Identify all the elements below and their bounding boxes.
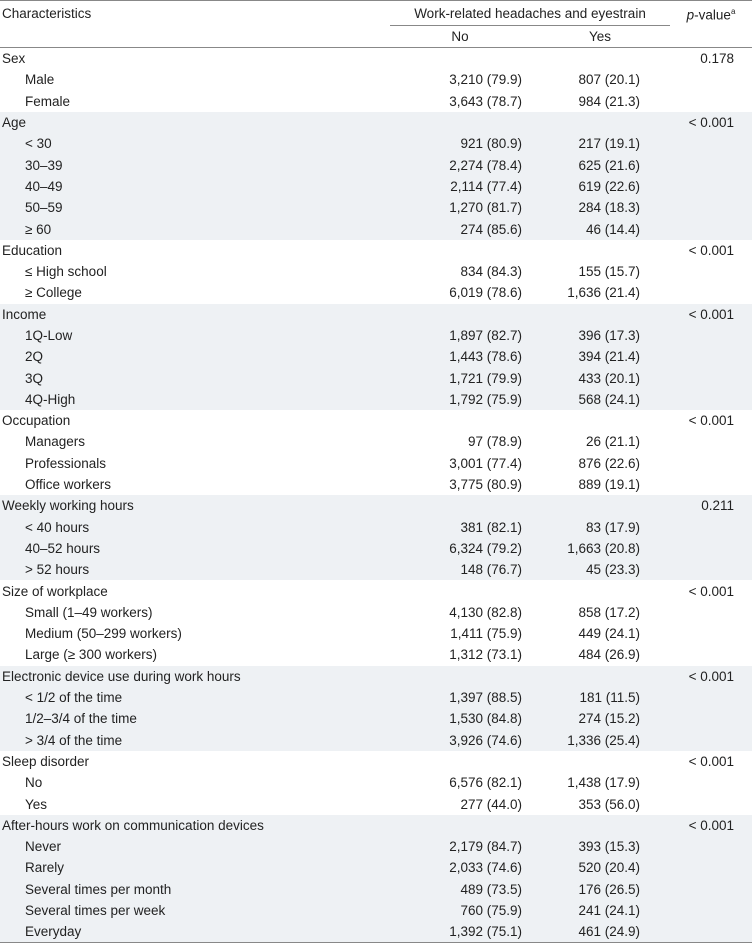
- p-letter: p: [686, 7, 695, 23]
- row-p-blank: [670, 176, 752, 197]
- row-p-blank: [670, 708, 752, 729]
- row-label: < 1/2 of the time: [0, 687, 390, 708]
- group-p-value: 0.211: [670, 495, 752, 516]
- no-count-cell: 1,270 (81.7): [390, 197, 530, 218]
- row-p-blank: [670, 325, 752, 346]
- table-row: [0, 793, 752, 814]
- table-row: [0, 325, 752, 346]
- yes-count-cell: 568 (24.1): [530, 389, 670, 410]
- row-p-blank: [670, 602, 752, 623]
- no-count-cell: 277 (44.0): [460, 796, 522, 812]
- row-label: Everyday: [0, 921, 390, 943]
- group-p-value: < 0.001: [688, 413, 735, 429]
- group-header-row: [0, 495, 752, 516]
- row-label: < 40 hours: [0, 517, 390, 538]
- row-p-blank: [670, 367, 752, 388]
- table-row: [0, 517, 752, 538]
- no-count-cell: 6,576 (82.1): [449, 775, 522, 791]
- outcome-span-header: Work-related headaches and eyestrain: [390, 1, 670, 26]
- row-label: Professionals: [25, 455, 107, 471]
- row-p-blank: [670, 69, 752, 90]
- group-no-blank: [390, 112, 530, 133]
- row-label: ≤ High school: [25, 264, 107, 280]
- row-label: > 3/4 of the time: [0, 730, 390, 751]
- row-p-blank: [670, 559, 752, 580]
- row-p-blank: [670, 453, 752, 474]
- row-p-blank: [670, 517, 752, 538]
- no-count-cell: 1,443 (78.6): [390, 346, 530, 367]
- no-count-cell: 6,324 (79.2): [390, 538, 530, 559]
- group-label: Electronic device use during work hours: [0, 666, 390, 687]
- row-p-blank: [670, 91, 752, 112]
- table-row: [0, 708, 752, 729]
- no-count-cell: 2,179 (84.7): [390, 836, 530, 857]
- row-p-blank: [670, 474, 752, 495]
- table-row: [0, 154, 752, 175]
- characteristics-header: Characteristics: [0, 1, 390, 26]
- row-label: No: [25, 775, 43, 791]
- yes-count-cell: 461 (24.9): [530, 921, 670, 943]
- group-no-blank: [390, 304, 530, 325]
- yes-count-cell: 1,636 (21.4): [567, 285, 641, 301]
- no-count-cell: 489 (73.5): [390, 879, 530, 900]
- group-header-row: [0, 48, 752, 70]
- row-label: Never: [0, 836, 390, 857]
- group-label: Income: [0, 304, 390, 325]
- group-p-value: < 0.001: [670, 112, 752, 133]
- yes-count-cell: 155 (15.7): [578, 264, 641, 280]
- yes-count-cell: 1,663 (20.8): [530, 538, 670, 559]
- group-yes-blank: [530, 495, 670, 516]
- row-label: Large (≥ 300 workers): [25, 647, 157, 663]
- yes-count-cell: 217 (19.1): [530, 133, 670, 154]
- no-count-cell: 1,530 (84.8): [390, 708, 530, 729]
- row-label: 1Q-Low: [0, 325, 390, 346]
- yes-count-cell: 984 (21.3): [578, 93, 641, 109]
- table-row: [0, 730, 752, 751]
- no-count-cell: 274 (85.6): [390, 218, 530, 239]
- group-yes-blank: [530, 240, 670, 261]
- row-p-blank: [670, 687, 752, 708]
- row-label: 40–49: [0, 176, 390, 197]
- no-count-cell: 1,312 (73.1): [449, 647, 522, 663]
- row-label: Male: [25, 72, 55, 88]
- table-row: [0, 836, 752, 857]
- no-count-cell: 1,392 (75.1): [390, 921, 530, 943]
- group-yes-blank: [530, 580, 670, 601]
- row-label: 1/2–3/4 of the time: [0, 708, 390, 729]
- row-p-blank: [670, 431, 752, 452]
- row-p-blank: [670, 154, 752, 175]
- yes-count-cell: 394 (21.4): [530, 346, 670, 367]
- group-p-value: 0.178: [700, 51, 735, 67]
- table-row: [0, 431, 752, 452]
- table-row: [0, 133, 752, 154]
- group-no-blank: [390, 240, 530, 261]
- row-label: Managers: [25, 434, 86, 450]
- group-label: Size of workplace: [2, 583, 108, 599]
- row-label: > 52 hours: [0, 559, 390, 580]
- table-row: [0, 218, 752, 239]
- header-blank-p: [670, 26, 752, 48]
- row-label: Yes: [25, 796, 48, 812]
- row-p-blank: [670, 218, 752, 239]
- table-row: [0, 389, 752, 410]
- table-row: [0, 900, 752, 921]
- table-row: [0, 474, 752, 495]
- table-row: [0, 197, 752, 218]
- group-p-value: < 0.001: [670, 666, 752, 687]
- row-label: 50–59: [0, 197, 390, 218]
- group-header-row: [0, 240, 752, 261]
- table-row: [0, 879, 752, 900]
- yes-count-cell: 46 (14.4): [530, 218, 670, 239]
- group-label: Occupation: [2, 413, 71, 429]
- table-row: [0, 857, 752, 878]
- no-count-cell: 148 (76.7): [390, 559, 530, 580]
- group-no-blank: [390, 410, 530, 431]
- row-label: Small (1–49 workers): [25, 604, 153, 620]
- row-p-blank: [670, 389, 752, 410]
- yes-count-cell: 181 (11.5): [530, 687, 670, 708]
- group-p-value: < 0.001: [688, 753, 735, 769]
- row-label: Office workers: [25, 477, 112, 493]
- group-label: After-hours work on communication devices: [0, 815, 390, 836]
- group-no-blank: [390, 815, 530, 836]
- header-blank: [0, 26, 390, 48]
- row-label: 3Q: [0, 367, 390, 388]
- no-count-cell: 3,001 (77.4): [449, 455, 522, 471]
- group-no-blank: [390, 751, 530, 772]
- group-header-row: [0, 815, 752, 836]
- p-value-header: [670, 1, 752, 26]
- no-count-cell: 3,643 (78.7): [449, 93, 522, 109]
- table-header: [0, 1, 752, 48]
- group-no-blank: [390, 580, 530, 601]
- no-count-cell: 3,210 (79.9): [449, 72, 522, 88]
- yes-count-cell: 83 (17.9): [530, 517, 670, 538]
- row-p-blank: [670, 133, 752, 154]
- yes-count-cell: 1,336 (25.4): [530, 730, 670, 751]
- row-p-blank: [670, 857, 752, 878]
- row-label: < 30: [0, 133, 390, 154]
- row-label: 4Q-High: [0, 389, 390, 410]
- p-footnote-marker: a: [730, 7, 736, 16]
- table-row: [0, 346, 752, 367]
- group-header-row: [0, 304, 752, 325]
- yes-count-cell: 858 (17.2): [578, 604, 641, 620]
- row-label: Several times per month: [0, 879, 390, 900]
- row-p-blank: [670, 623, 752, 644]
- row-p-blank: [670, 879, 752, 900]
- row-label: Several times per week: [0, 900, 390, 921]
- row-p-blank: [670, 346, 752, 367]
- group-yes-blank: [530, 48, 670, 70]
- group-no-blank: [390, 48, 530, 70]
- yes-header: Yes: [530, 26, 670, 48]
- group-no-blank: [390, 666, 530, 687]
- group-yes-blank: [530, 666, 670, 687]
- no-count-cell: 6,019 (78.6): [449, 285, 522, 301]
- row-p-blank: [670, 261, 752, 282]
- yes-count-cell: 241 (24.1): [530, 900, 670, 921]
- no-count-cell: 4,130 (82.8): [449, 604, 522, 620]
- table-row: [0, 772, 752, 793]
- group-label: Sleep disorder: [2, 753, 90, 769]
- yes-count-cell: 433 (20.1): [530, 367, 670, 388]
- table-row: [0, 367, 752, 388]
- row-label: ≥ 60: [0, 218, 390, 239]
- group-header-row: [0, 410, 752, 431]
- no-count-cell: 1,397 (88.5): [390, 687, 530, 708]
- row-p-blank: [670, 644, 752, 665]
- no-count-cell: 760 (75.9): [390, 900, 530, 921]
- row-label: Female: [25, 93, 71, 109]
- yes-count-cell: 176 (26.5): [530, 879, 670, 900]
- yes-count-cell: 274 (15.2): [530, 708, 670, 729]
- no-count-cell: 2,274 (78.4): [390, 154, 530, 175]
- table-row: [0, 687, 752, 708]
- group-yes-blank: [530, 815, 670, 836]
- yes-count-cell: 396 (17.3): [530, 325, 670, 346]
- no-count-cell: 3,926 (74.6): [390, 730, 530, 751]
- no-count-cell: 1,411 (75.9): [450, 626, 522, 642]
- yes-count-cell: 807 (20.1): [578, 72, 641, 88]
- table-row: [0, 282, 752, 303]
- table-row: [0, 453, 752, 474]
- row-label: 30–39: [0, 154, 390, 175]
- table-row: [0, 69, 752, 90]
- group-label: Education: [2, 242, 63, 258]
- no-count-cell: 1,721 (79.9): [390, 367, 530, 388]
- group-label: Age: [0, 112, 390, 133]
- table-row: [0, 602, 752, 623]
- row-p-blank: [670, 836, 752, 857]
- no-header: No: [390, 26, 530, 48]
- group-label: Weekly working hours: [0, 495, 390, 516]
- no-count-cell: 97 (78.9): [467, 434, 522, 450]
- row-p-blank: [670, 772, 752, 793]
- no-count-cell: 2,114 (77.4): [390, 176, 530, 197]
- row-p-blank: [670, 282, 752, 303]
- table-row: [0, 921, 752, 943]
- yes-count-cell: 1,438 (17.9): [567, 775, 641, 791]
- row-p-blank: [670, 197, 752, 218]
- row-p-blank: [670, 538, 752, 559]
- group-p-value: < 0.001: [688, 583, 735, 599]
- row-label: Medium (50–299 workers): [25, 626, 182, 642]
- table-row: [0, 261, 752, 282]
- yes-count-cell: 449 (24.1): [578, 626, 641, 642]
- row-p-blank: [670, 900, 752, 921]
- row-label: Rarely: [0, 857, 390, 878]
- table-row: [0, 91, 752, 112]
- yes-count-cell: 619 (22.6): [530, 176, 670, 197]
- yes-count-cell: 45 (23.3): [530, 559, 670, 580]
- row-p-blank: [670, 793, 752, 814]
- group-yes-blank: [530, 751, 670, 772]
- group-header-row: [0, 751, 752, 772]
- yes-count-cell: 284 (18.3): [530, 197, 670, 218]
- table-row: [0, 176, 752, 197]
- group-no-blank: [390, 495, 530, 516]
- yes-count-cell: 26 (21.1): [585, 434, 641, 450]
- p-suffix: -value: [694, 7, 731, 23]
- yes-count-cell: 625 (21.6): [530, 154, 670, 175]
- group-p-value: < 0.001: [670, 304, 752, 325]
- no-count-cell: 834 (84.3): [460, 264, 522, 280]
- no-count-cell: 1,897 (82.7): [390, 325, 530, 346]
- row-label: 40–52 hours: [0, 538, 390, 559]
- group-header-row: [0, 112, 752, 133]
- group-yes-blank: [530, 112, 670, 133]
- group-yes-blank: [530, 304, 670, 325]
- no-count-cell: 381 (82.1): [390, 517, 530, 538]
- no-count-cell: 2,033 (74.6): [390, 857, 530, 878]
- no-count-cell: 921 (80.9): [390, 133, 530, 154]
- yes-count-cell: 876 (22.6): [578, 455, 641, 471]
- yes-count-cell: 353 (56.0): [578, 796, 641, 812]
- yes-count-cell: 393 (15.3): [530, 836, 670, 857]
- yes-count-cell: 889 (19.1): [578, 477, 641, 493]
- row-label: 2Q: [0, 346, 390, 367]
- group-header-row: [0, 666, 752, 687]
- table-body: [0, 48, 752, 943]
- row-p-blank: [670, 730, 752, 751]
- group-header-row: [0, 580, 752, 601]
- table-row: [0, 644, 752, 665]
- group-label: Sex: [2, 51, 26, 67]
- table-row: [0, 623, 752, 644]
- no-count-cell: 3,775 (80.9): [449, 477, 522, 493]
- no-count-cell: 1,792 (75.9): [390, 389, 530, 410]
- group-p-value: < 0.001: [670, 815, 752, 836]
- row-p-blank: [670, 921, 752, 943]
- yes-count-cell: 484 (26.9): [578, 647, 641, 663]
- table-row: [0, 559, 752, 580]
- table-row: [0, 538, 752, 559]
- row-label: ≥ College: [25, 285, 82, 301]
- group-p-value: < 0.001: [688, 242, 735, 258]
- yes-count-cell: 520 (20.4): [530, 857, 670, 878]
- group-yes-blank: [530, 410, 670, 431]
